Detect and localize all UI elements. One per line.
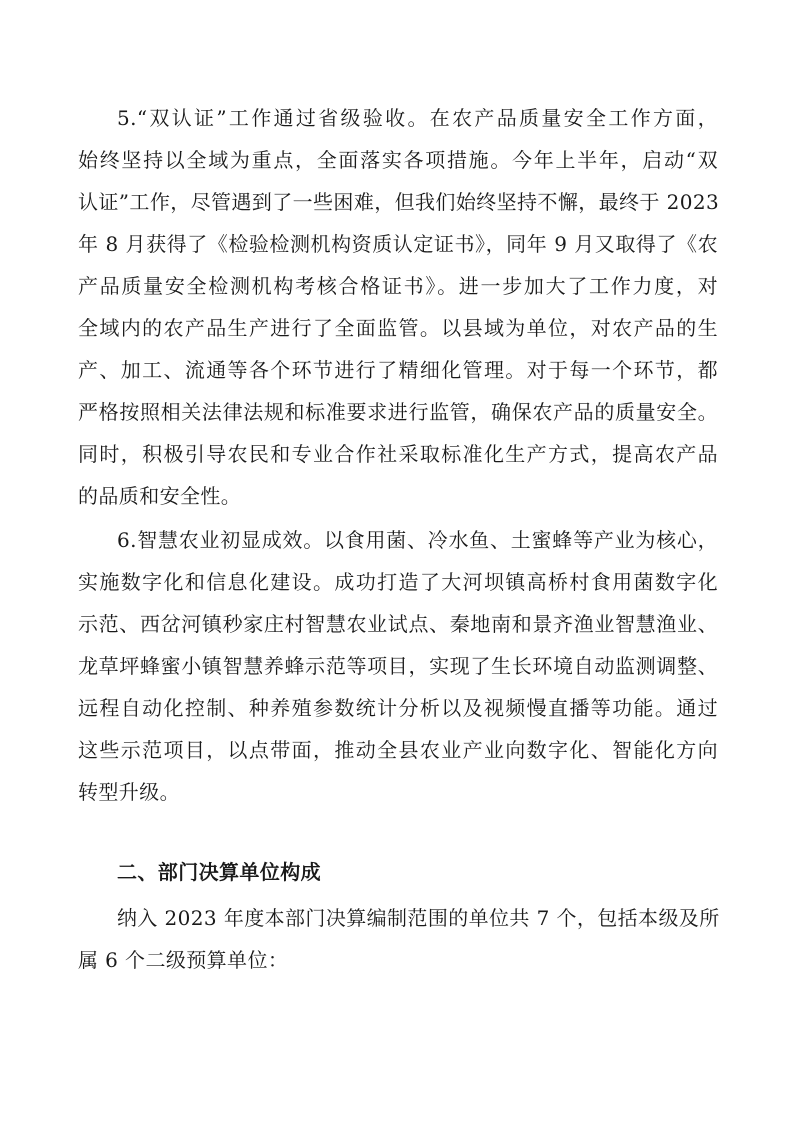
paragraph-line: 全域内的农产品生产进行了全面监管。以县域为单位，对农产品的生 [78, 316, 718, 340]
paragraph-line: 远程自动化控制、种养殖参数统计分析以及视频慢直播等功能。通过 [78, 696, 718, 720]
section-heading: 二、部门决算单位构成 [117, 860, 321, 884]
paragraph-line: 示范、西岔河镇秒家庄村智慧农业试点、秦地南和景齐渔业智慧渔业、 [78, 612, 718, 636]
paragraph-line: 龙草坪蜂蜜小镇智慧养蜂示范等项目，实现了生长环境自动监测调整、 [78, 654, 718, 678]
paragraph-line: 转型升级。 [78, 780, 180, 804]
paragraph-line: 6.智慧农业初显成效。以食用菌、冷水鱼、土蜜蜂等产业为核心， [117, 528, 718, 552]
paragraph-line: 5.“双认证”工作通过省级验收。在农产品质量安全工作方面， [117, 106, 718, 130]
paragraph-line: 同时，积极引导农民和专业合作社采取标准化生产方式，提高农产品 [78, 442, 718, 466]
paragraph-line: 始终坚持以全域为重点，全面落实各项措施。今年上半年，启动“双 [78, 148, 718, 172]
paragraph-line: 这些示范项目，以点带面，推动全县农业产业向数字化、智能化方向 [78, 738, 718, 762]
paragraph-line: 严格按照相关法律法规和标准要求进行监管，确保农产品的质量安全。 [78, 400, 718, 424]
paragraph-line: 认证”工作，尽管遇到了一些困难，但我们始终坚持不懈，最终于 2023 [78, 190, 720, 214]
paragraph-line: 的品质和安全性。 [78, 484, 242, 508]
paragraph-line: 属 6 个二级预算单位： [78, 948, 289, 972]
paragraph-line: 产品质量安全检测机构考核合格证书》。进一步加大了工作力度，对 [78, 274, 718, 298]
paragraph-line: 纳入 2023 年度本部门决算编制范围的单位共 7 个，包括本级及所 [117, 906, 720, 930]
paragraph-line: 产、加工、流通等各个环节进行了精细化管理。对于每一个环节，都 [78, 358, 718, 382]
paragraph-line: 年 8 月获得了《检验检测机构资质认定证书》，同年 9 月又取得了《农 [78, 232, 718, 256]
paragraph-line: 实施数字化和信息化建设。成功打造了大河坝镇高桥村食用菌数字化 [78, 570, 718, 594]
